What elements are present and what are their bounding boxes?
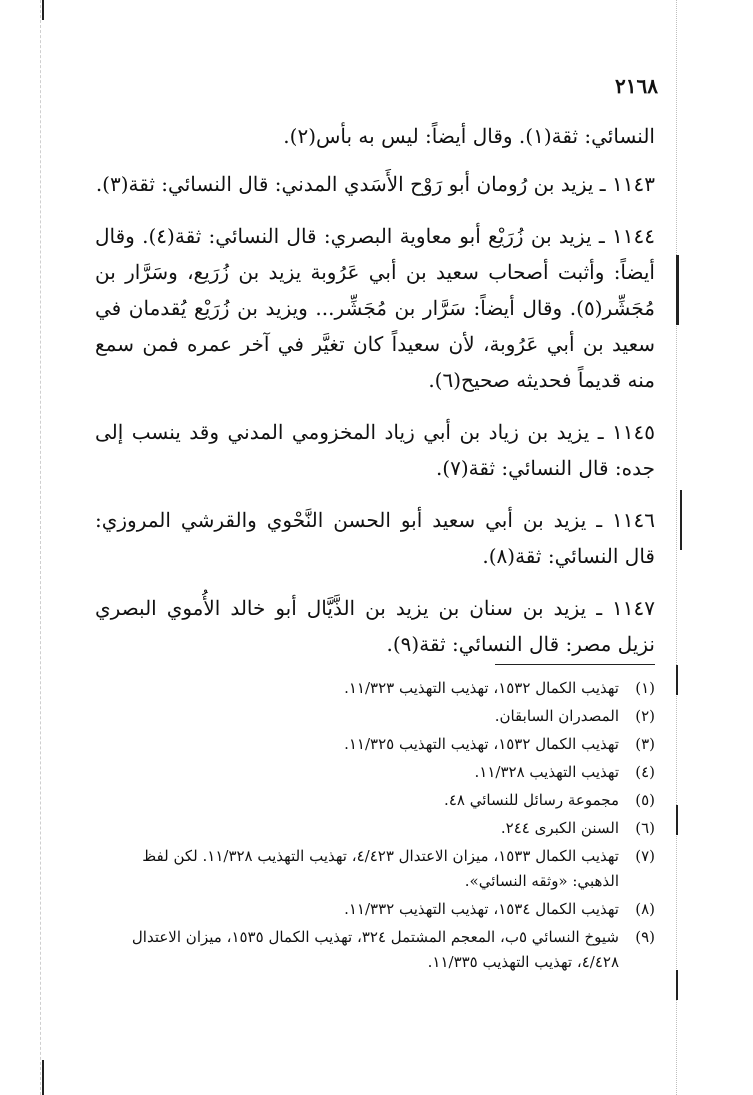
entry-1146: ١١٤٦ ـ يزيد بن أبي سعيد أبو الحسن النَّحْوي والقرشي المروزي: قال النسائي: ثقة(٨). <box>95 508 655 568</box>
footnote-text: تهذيب الكمال ١٥٣٢، تهذيب التهذيب ١١/٣٢٣. <box>344 679 619 697</box>
footnote-mark: (١) <box>635 679 655 697</box>
scan-mark <box>680 490 682 550</box>
scan-mark <box>676 665 678 695</box>
footnote-mark: (٦) <box>635 819 655 837</box>
scan-mark <box>42 0 44 20</box>
footnote-mark: (٤) <box>635 763 655 781</box>
footnote-text: المصدران السابقان. <box>494 707 619 725</box>
footnote-mark: (٧) <box>635 847 655 865</box>
scan-mark <box>676 255 679 325</box>
entry-1145: ١١٤٥ ـ يزيد بن زياد بن أبي زياد المخزومي المدني وقد ينسب إلى جده: قال النسائي: ثقة(٧). <box>95 420 655 480</box>
footnote-text: تهذيب الكمال ١٥٣٣، ميزان الاعتدال ٤/٤٢٣، تهذيب التهذيب ١١/٣٢٨. لكن لفظ الذهبي: «وثقه النسائي». <box>142 847 619 890</box>
footnote-text: تهذيب التهذيب ١١/٣٢٨. <box>474 763 619 781</box>
scan-mark <box>42 1060 44 1095</box>
footnote-separator <box>495 664 655 665</box>
main-text <box>95 118 655 678</box>
footnote-text: تهذيب الكمال ١٥٣٢، تهذيب التهذيب ١١/٣٢٥. <box>344 735 619 753</box>
footnote-text: مجموعة رسائل للنسائي ٤٨. <box>444 791 619 809</box>
entry-continuation: النسائي: ثقة(١). وقال أيضاً: ليس به بأس(٢). <box>283 124 655 148</box>
footnote-mark: (٨) <box>635 900 655 918</box>
footnote-1 <box>95 676 655 701</box>
footnote-text: تهذيب الكمال ١٥٣٤، تهذيب التهذيب ١١/٣٣٢. <box>344 900 619 918</box>
footnote-mark: (٥) <box>635 791 655 809</box>
footnote-7 <box>95 844 655 894</box>
footnote-mark: (٢) <box>635 707 655 725</box>
footnote-mark: (٣) <box>635 735 655 753</box>
footnote-8 <box>95 897 655 922</box>
footnote-9 <box>95 925 655 975</box>
scan-edge-left <box>40 0 41 1095</box>
footnote-3 <box>95 732 655 757</box>
footnote-2 <box>95 704 655 729</box>
footnote-4 <box>95 760 655 785</box>
entry-1144: ١١٤٤ ـ يزيد بن زُرَيْع أبو معاوية البصري: قال النسائي: ثقة(٤). وقال أيضاً: وأثبت أصحاب سعيد بن أبي عَرُوبة يزيد بن زُرَيع، وسَرَّار بن مُجَشِّر(٥). وقال أيضاً: سَرَّار بن مُجَشِّر... ويزيد بن زُرَيْع يُقدمان في سعيد بن أبي عَرُوبة، لأن سعيداً كان تغيَّر في آخر عمره فمن سمع منه قديماً فحديثه صحيح(٦). <box>95 224 655 392</box>
footnote-text: السنن الكبرى ٢٤٤. <box>500 819 619 837</box>
footnote-5 <box>95 788 655 813</box>
scan-edge-right <box>676 0 677 1095</box>
entry-1143: ١١٤٣ ـ يزيد بن رُومان أبو رَوْح الأَسَدي المدني: قال النسائي: ثقة(٣). <box>95 172 655 196</box>
scan-mark <box>676 805 678 835</box>
footnotes <box>95 676 655 978</box>
entry-1147: ١١٤٧ ـ يزيد بن سنان بن يزيد بن الذَّيَّال أبو خالد الأُموي البصري نزيل مصر: قال النسائي: ثقة(٩). <box>95 596 655 656</box>
scan-mark <box>676 970 678 1000</box>
footnote-text: شيوخ النسائي ٥ب، المعجم المشتمل ٣٢٤، تهذيب الكمال ١٥٣٥، ميزان الاعتدال ٤/٤٢٨، تهذيب التهذيب ١١/٣٣٥. <box>131 928 619 971</box>
page-number: ٢١٦٨ <box>615 74 658 98</box>
footnote-6 <box>95 816 655 841</box>
footnote-mark: (٩) <box>635 928 655 946</box>
